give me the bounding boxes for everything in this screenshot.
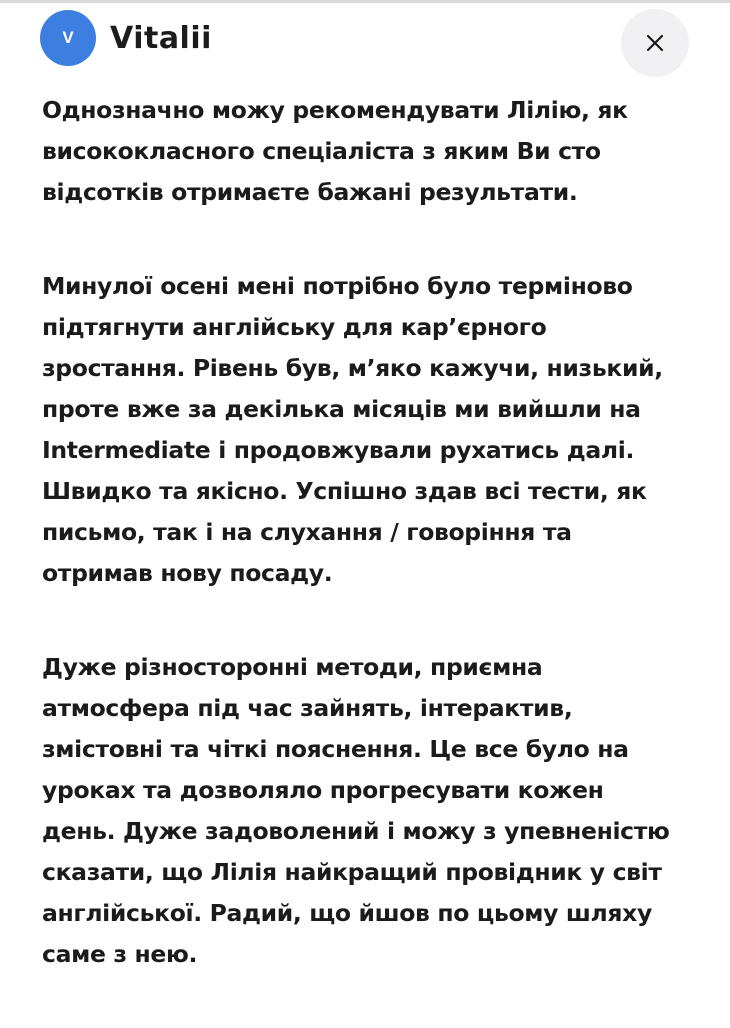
review-paragraph xyxy=(42,90,682,213)
review-line: висококласного спеціаліста з яким Ви сто xyxy=(42,137,601,165)
review-line: уроках та дозволяло прогресувати кожен xyxy=(42,776,604,804)
avatar-letter: V xyxy=(62,28,74,47)
review-paragraph xyxy=(42,266,682,594)
close-icon xyxy=(646,34,664,52)
top-divider xyxy=(0,0,730,3)
review-line: зростання. Рівень був, м’яко кажучи, низький, xyxy=(42,354,663,382)
review-line: день. Дуже задоволений і можу з упевненістю xyxy=(42,817,670,845)
review-line: Минулої осені мені потрібно було терміново xyxy=(42,272,633,300)
review-line: Однозначно можу рекомендувати Лілію, як xyxy=(42,96,628,124)
review-line: змістовні та чіткі пояснення. Це все було на xyxy=(42,735,629,763)
review-line: відсотків отримаєте бажані результати. xyxy=(42,178,578,206)
review-line: Intermediate і продовжували рухатись далі. xyxy=(42,436,635,464)
review-line: письмо, так і на слухання / говоріння та xyxy=(42,518,572,546)
review-line: англійської. Радий, що йшов по цьому шляху xyxy=(42,899,652,927)
review-text xyxy=(42,90,682,1028)
review-line: саме з нею. xyxy=(42,940,198,968)
review-line: атмосфера під час зайнять, інтерактив, xyxy=(42,694,573,722)
review-line: отримав нову посаду. xyxy=(42,559,333,587)
close-button[interactable] xyxy=(621,9,689,77)
author-name: Vitalii xyxy=(110,20,212,56)
review-line: підтягнути англійську для кар’єрного xyxy=(42,313,547,341)
review-line: проте вже за декілька місяців ми вийшли на xyxy=(42,395,641,423)
review-header xyxy=(40,12,212,64)
review-line: Дуже різносторонні методи, приємна xyxy=(42,653,543,681)
review-line: сказати, що Лілія найкращий провідник у світ xyxy=(42,858,662,886)
review-paragraph xyxy=(42,647,682,975)
review-line: Швидко та якісно. Успішно здав всі тести, як xyxy=(42,477,647,505)
avatar xyxy=(40,10,96,66)
